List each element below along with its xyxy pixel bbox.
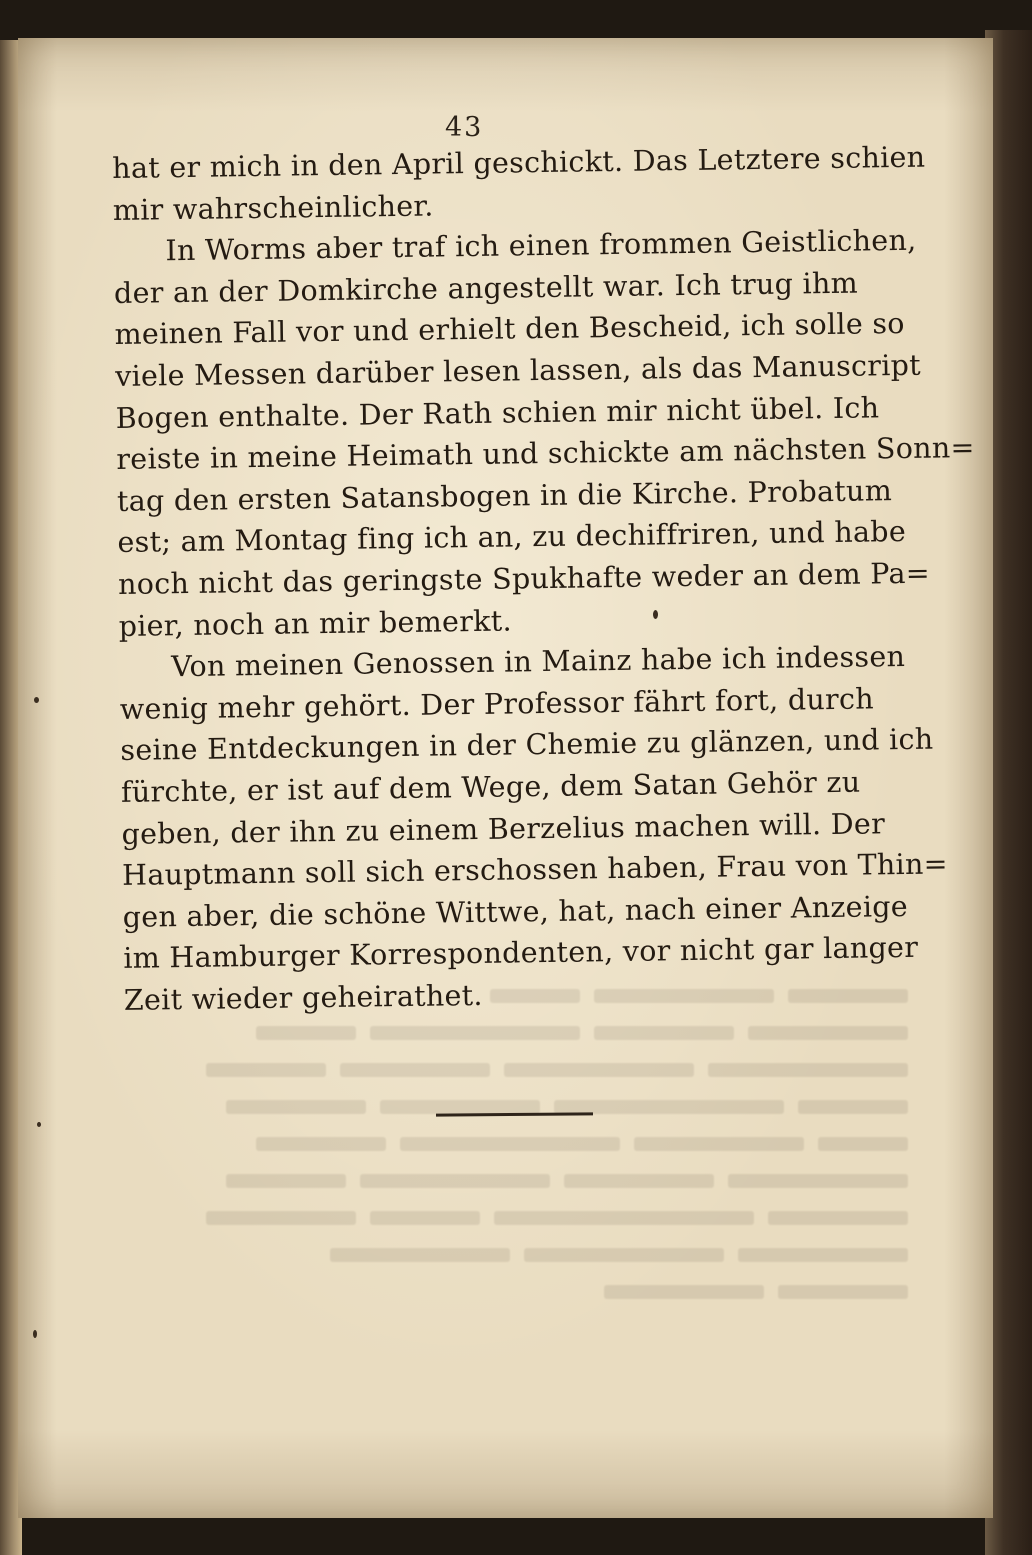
page-text <box>112 138 975 1022</box>
text-line: wenig mehr gehört. Der Professor fährt fort, durch <box>119 682 875 726</box>
text-line: Bogen enthalte. Der Rath schien mir nicht übel. Ich <box>115 390 880 435</box>
ink-speck <box>33 1330 37 1338</box>
text-line: der an der Domkirche angestellt war. Ich trug ihm <box>113 266 859 310</box>
text-line: hat er mich in den April geschickt. Das Letztere schien <box>112 140 926 185</box>
ink-speck <box>37 1122 41 1127</box>
text-line: im Hamburger Korrespondenten, vor nicht gar langer <box>123 931 919 976</box>
text-line: In Worms aber traf ich einen frommen Geistlichen, <box>165 223 917 268</box>
text-line: tag den ersten Satansbogen in die Kirche. Probatum <box>116 473 893 518</box>
text-line: pier, noch an mir bemerkt. <box>118 603 513 643</box>
ink-speck <box>34 697 39 703</box>
text-line: meinen Fall vor und erhielt den Bescheid, ich solle so <box>114 307 905 352</box>
text-line: viele Messen darüber lesen lassen, als das Manuscript <box>114 348 922 393</box>
text-line: geben, der ihn zu einem Berzelius machen will. Der <box>121 806 886 851</box>
show-through-text <box>168 988 908 1348</box>
text-line: reiste in meine Heimath und schickte am nächsten Sonn= <box>116 431 975 477</box>
page-number: 43 <box>445 112 484 143</box>
text-line: Von meinen Genossen in Mainz habe ich indessen <box>171 640 906 684</box>
text-line: noch nicht das geringste Spukhafte weder an dem Pa= <box>117 556 931 601</box>
text-line: seine Entdeckungen in der Chemie zu glänzen, und ich <box>120 722 934 768</box>
text-line: est; am Montag fing ich an, zu dechiffriren, und habe <box>117 515 907 560</box>
text-line: fürchte, er ist auf dem Wege, dem Satan Gehör zu <box>120 765 861 809</box>
text-line: Zeit wieder geheirathet. <box>123 978 484 1017</box>
ink-speck <box>653 610 658 619</box>
text-line: Hauptmann soll sich erschossen haben, Frau von Thin= <box>121 847 949 893</box>
text-line: gen aber, die schöne Wittwe, hat, nach einer Anzeige <box>122 889 909 934</box>
text-line: mir wahrscheinlicher. <box>112 189 434 227</box>
